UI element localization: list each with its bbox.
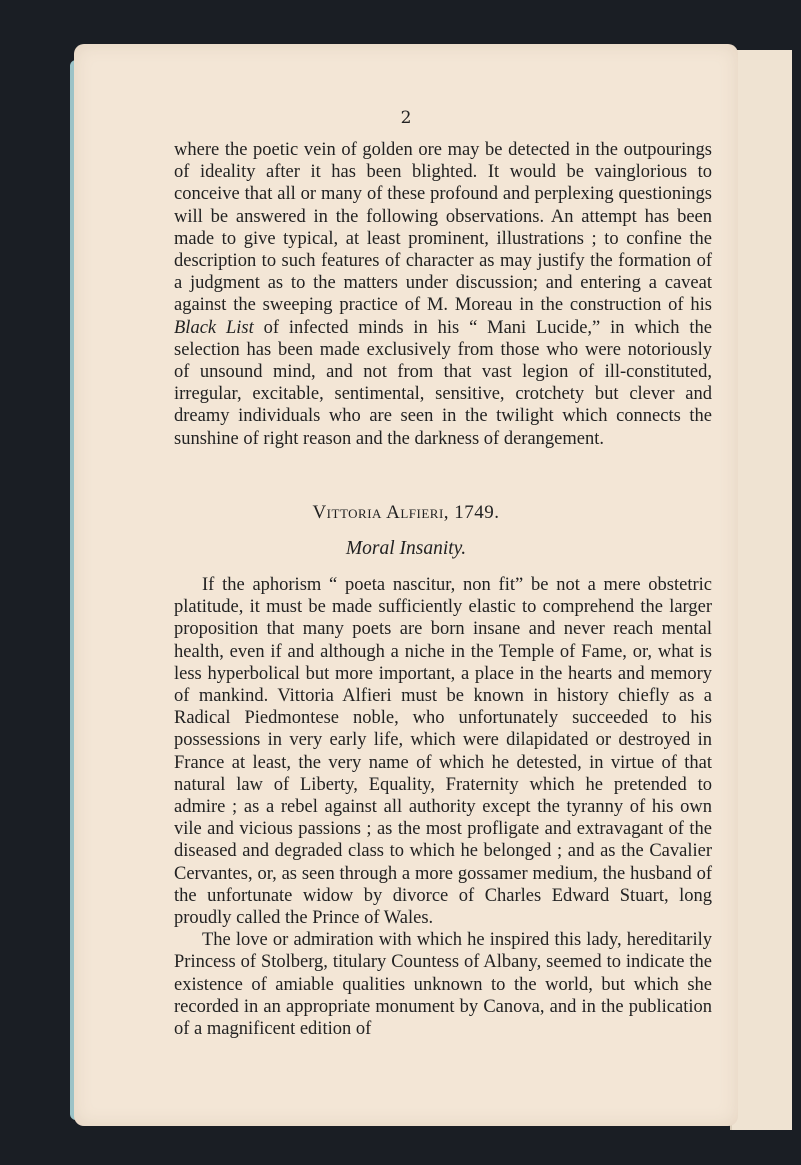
section-heading: Vittoria Alfieri, 1749. xyxy=(312,502,500,523)
paragraph-intro xyxy=(174,139,712,450)
paragraph-1-italic: Black List xyxy=(174,317,254,338)
paragraph-1 xyxy=(174,139,712,450)
paragraph-1-start: where the poetic vein of golden ore may be detected in the outpourings of ideality after it has been blighted. It would be vainglorious to conceive that all or many of these profound and perplexing questionings will be answered in the following observations. An attempt has been made to give typical, at least prominent, illustrations ; to confine the description to such features of character as may justify the formation of a judgment as to the matters under discussion; and entering a caveat against the sweeping practice of M. Moreau in the construction of his xyxy=(174,140,712,316)
page-number: 2 xyxy=(400,108,412,128)
paragraph-1-end: of infected minds in his “ Mani Lucide,” in which the selection has been made exclusively from those who were notoriously of unsound mind, and not from that vast legion of ill-constituted, irregular, excitable, sentimental, sensitive, crotchety but clever and dreamy individuals who are seen in the twilight which connects the sunshine of right reason and the darkness of derangement. xyxy=(174,317,713,449)
section-subheading: Moral Insanity. xyxy=(345,538,467,559)
book-page xyxy=(74,44,738,1126)
facing-page-edge xyxy=(730,50,792,1130)
paragraph-3: The love or admiration with which he inspired this lady, hereditarily Princess of Stolberg, titulary Countess of Albany, seemed to indicate the existence of amiable qualities unknown to the world, but which she recorded in an appropriate monument by Canova, and in the publication of a magnificent edition of xyxy=(174,930,712,1040)
paragraph-2: If the aphorism “ poeta nascitur, non fit” be not a mere obstetric platitude, it must be made sufficiently elastic to comprehend the larger proposition that many poets are born insane and never reach mental health, even if and although a niche in the Temple of Fame, or, what is less hyperbolical but more important, a place in the hearts and memory of mankind. Vittoria Alfieri must be known in history chiefly as a Radical Piedmontese noble, who unfortunately succeeded to his possessions in very early life, which were dilapidated or destroyed in France at least, the very name of which he detested, in virtue of that natural law of Liberty, Equality, Fraternity which he pretended to admire ; as a rebel against all authority except the tyranny of his own vile and vicious passions ; as the most profligate and extravagant of the diseased and degraded class to which he belonged ; and as the Cavalier Cervantes, or, as seen through a more gossamer medium, the husband of the unfortunate widow by divorce of Charles Edward Stuart, long proudly called the Prince of Wales. xyxy=(174,575,712,929)
section-body xyxy=(174,574,712,1040)
